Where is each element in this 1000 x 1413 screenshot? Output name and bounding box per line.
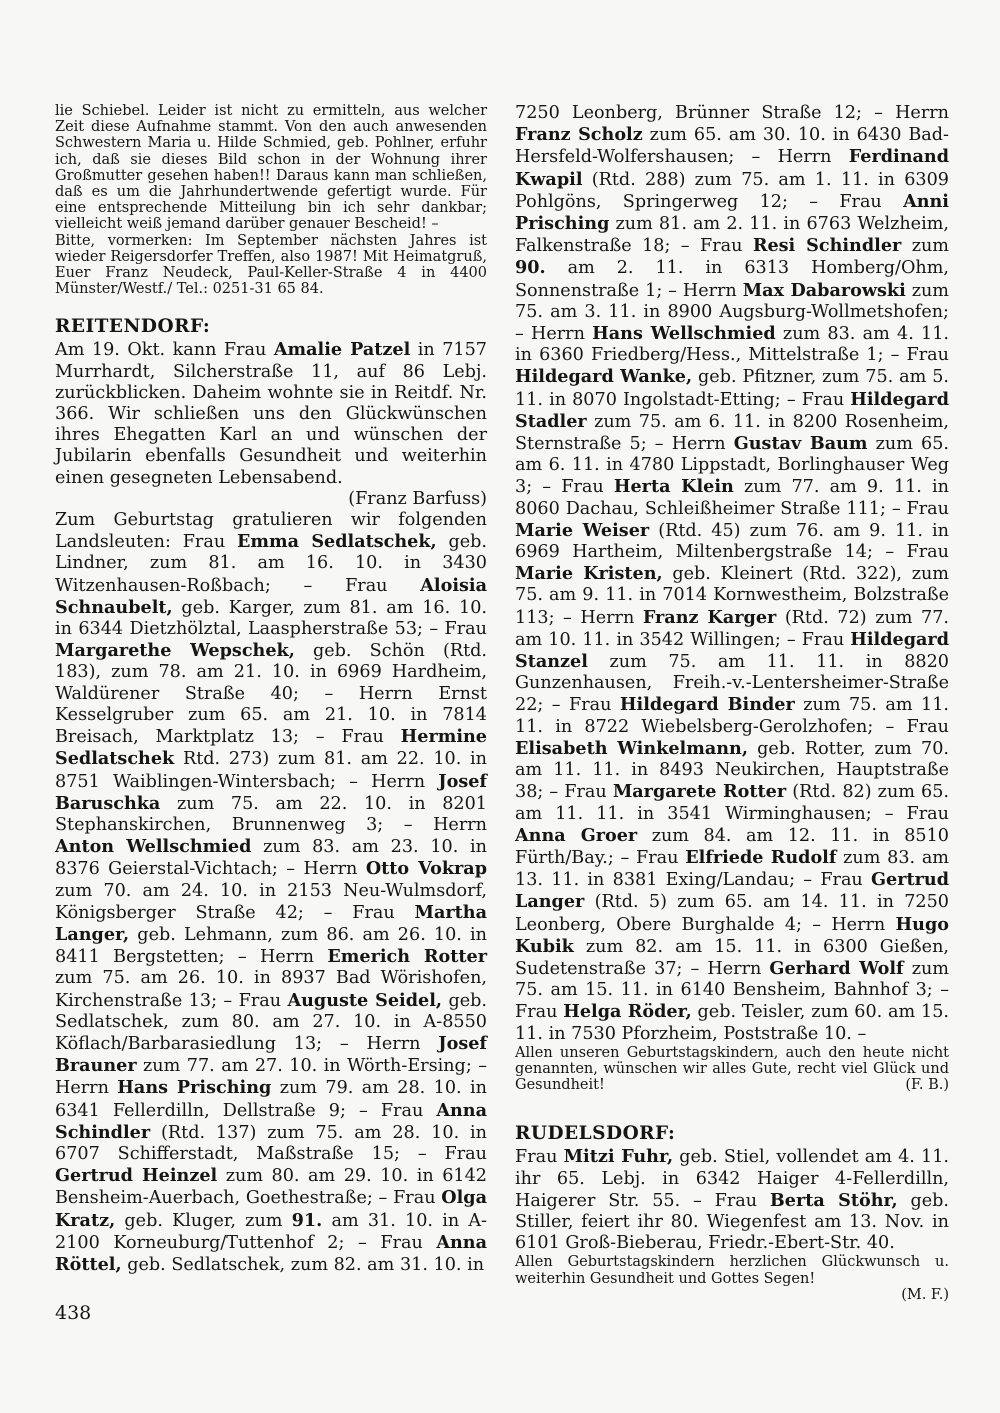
page-number: 438 [55,1302,92,1324]
section-heading-reitendorf: REITENDORF: [55,316,211,338]
signature-fb: (F. B.) [905,1077,949,1094]
signature-franz-barfuss: (Franz Barfuss) [348,488,487,509]
birthday-list-continued: 7250 Leonberg, Brünner Straße 12; – Herrn Franz Scholz zum 65. am 30. 10. in 6430 Bad-Hersfeld-Wolfershausen; – Herrn Ferdinand Kwapil (Rtd. 288) zum 75. am 1. 11. in 6309 Pohlgöns, Springerweg 12; – Frau Anni Prisching zum 81. am 2. 11. in 6763 Welzheim, Falkenstraße 18; – Frau Resi Schindler zum 90. am 2. 11. in 6313 Homberg/Ohm, Sonnenstraße 1; – Herrn Max Dabarowski zum 75. am 3. 11. in 8900 Augsburg-Wollmetshofen; – Herrn Hans Wellschmied zum 83. am 4. 11. in 6360 Friedberg/Hess., Mittelstraße 1; – Frau Hildegard Wanke, geb. Pfitzner, zum 75. am 5. 11. in 8070 Ingolstadt-Etting; – Frau Hildegard Stadler zum 75. am 6. 11. in 8200 Rosenheim, Sternstraße 5; – Herrn Gustav Baum zum 65. am 6. 11. in 4780 Lippstadt, Borlinghauser Weg 3; – Frau Herta Klein zum 77. am 9. 11. in 8060 Dachau, Schleißheimer Straße 111; – Frau Marie Weiser (Rtd. 45) zum 76. am 9. 11. in 6969 Hartheim, Miltenbergstraße 14; – Frau Marie Kristen, geb. Kleinert (Rtd. 322), zum 75. am 9. 11. in 7014 Kornwestheim, Bolzstraße 113; – Herrn Franz Karger (Rtd. 72) zum 77. am 10. 11. in 3542 Willingen; – Frau Hildegard Stanzel zum 75. am 11. 11. in 8820 Gunzenhausen, Freih.-v.-Lentersheimer-Straße 22; – Frau Hildegard Binder zum 75. am 11. 11. in 8722 Wiebelsberg-Gerolzhofen; – Frau Elisabeth Winkelmann, geb. Rotter, zum 70. am 11. 11. in 8493 Neukirchen, Hauptstraße 38; – Frau Margarete Rotter (Rtd. 82) zum 65. am 11. 11. in 3541 Wirminghausen; – Frau Anna Groer zum 84. am 12. 11. in 8510 Fürth/Bay.; – Frau Elfriede Rudolf zum 83. am 13. 11. in 8381 Exing/Landau; – Frau Gertrud Langer (Rtd. 5) zum 65. am 14. 11. in 7250 Leonberg, Obere Burghalde 4; – Herrn Hugo Kubik zum 82. am 15. 11. in 6300 Gießen, Sudetenstraße 37; – Herrn Gerhard Wolf zum 75. am 15. 11. in 6140 Bensheim, Bahnhof 3; – Frau Helga Röder, geb. Teisler, zum 60. am 15. 11. in 7530 Pforzheim, Poststraße 10. – [515,103,950,1044]
reitendorf-birthday-list: Zum Geburtstag gratulieren wir folgenden Landsleuten: Frau Emma Sedlatschek, geb. Lindner, zum 81. am 16. 10. in 3430 Witzenhausen-Roßbach; – Frau Aloisia Schnaubelt, geb. Karger, zum 81. am 16. 10. in 6344 Dietzhölztal, Laaspherstraße 53; – Frau Margarethe Wepschek, geb. Schön (Rtd. 183), zum 78. am 21. 10. in 6969 Hardheim, Waldürener Straße 40; – Herrn Ernst Kesselgruber zum 65. am 21. 10. in 7814 Breisach, Marktplatz 13; – Frau Hermine Sedlatschek Rtd. 273) zum 81. am 22. 10. in 8751 Waiblingen-Wintersbach; – Herrn Josef Baruschka zum 75. am 22. 10. in 8201 Stephanskirchen, Brunnenweg 3; – Herrn Anton Wellschmied zum 83. am 23. 10. in 8376 Geierstal-Vichtach; – Herrn Otto Vokrap zum 70. am 24. 10. in 2153 Neu-Wulmsdorf, Königsberger Straße 42; – Frau Martha Langer, geb. Lehmann, zum 86. am 26. 10. in 8411 Bergstetten; – Herrn Emerich Rotter zum 75. am 26. 10. in 8937 Bad Wörishofen, Kirchenstraße 13; – Frau Auguste Seidel, geb. Sedlatschek, zum 80. am 27. 10. in A-8550 Köflach/Barbarasiedlung 13; – Herrn Josef Brauner zum 77. am 27. 10. in Wörth-Ersing; – Herrn Hans Prisching zum 79. am 28. 10. in 6341 Fellerdilln, Dellstraße 9; – Frau Anna Schindler (Rtd. 137) zum 75. am 28. 10. in 6707 Schifferstadt, Maßstraße 15; – Frau Gertrud Heinzel zum 80. am 29. 10. in 6142 Bensheim-Auerbach, Goethestraße; – Frau Olga Kratz, geb. Kluger, zum 91. am 31. 10. in A-2100 Korneuburg/Tuttenhof 2; – Frau Anna Röttel, geb. Sedlatschek, zum 82. am 31. 10. in [55,510,488,1275]
left-column [55,103,487,1276]
reminder-paragraph: Bitte, vormerken: Im September nächsten Jahres ist wieder Reigersdorfer Treffen, also 1987! Mit Heimatgruß, Euer Franz Neudeck, Paul-Keller-Straße 4 in 4400 Münster/Westf./ Tel.: 0251-31 65 84. [55,232,487,298]
rudelsdorf-wishes: Allen Geburtstagskindern herzlichen Glückwunsch u. weiterhin Gesundheit und Gottes Segen! (M. F.) [515,1254,949,1303]
closing-wishes: Allen unseren Geburtstagskindern, auch den heute nicht genannten, wünschen wir alles Gute, recht viel Glück und Gesundheit! (F. B.) [515,1044,949,1094]
right-column [515,103,949,1303]
section-heading-rudelsdorf: RUDELSDORF: [515,1123,676,1145]
signature-mf: (M. F.) [901,1286,949,1303]
reitendorf-paragraph-1: Am 19. Okt. kann Frau Amalie Patzel in 7157 Murrhardt, Silcherstraße 11, auf 86 Lebj. zurückblicken. Daheim wohnte sie in Reitdf. Nr. 366. Wir schließen uns den Glückwünschen ihres Ehegatten Karl an und wünschen der Jubilarin ebenfalls Gesundheit und weiterhin einen gesegneten Lebensabend. (Franz Barfuss) [55,339,487,509]
intro-paragraph: lie Schiebel. Leider ist nicht zu ermitteln, aus welcher Zeit diese Aufnahme stammt. Von den auch anwesenden Schwestern Maria u. Hilde Schmied, geb. Pohlner, erfuhr ich, daß sie dieses Bild schon in der Wohnung ihrer Großmutter gesehen haben!! Daraus kann man schließen, daß es um die Jahrhundertwende gefertigt wurde. Für eine entsprechende Mitteilung bin ich sehr dankbar; vielleicht weiß jemand darüber genauer Bescheid! – [55,103,487,233]
rudelsdorf-paragraph: Frau Mitzi Fuhr, geb. Stiel, vollendet am 4. 11. ihr 65. Lebj. in 6342 Haiger 4-Fellerdilln, Haigerer Str. 55. – Frau Berta Stöhr, geb. Stiller, feiert ihr 80. Wiegenfest am 13. Nov. in 6101 Groß-Bieberau, Friedr.-Ebert-Str. 40. [515,1146,950,1254]
